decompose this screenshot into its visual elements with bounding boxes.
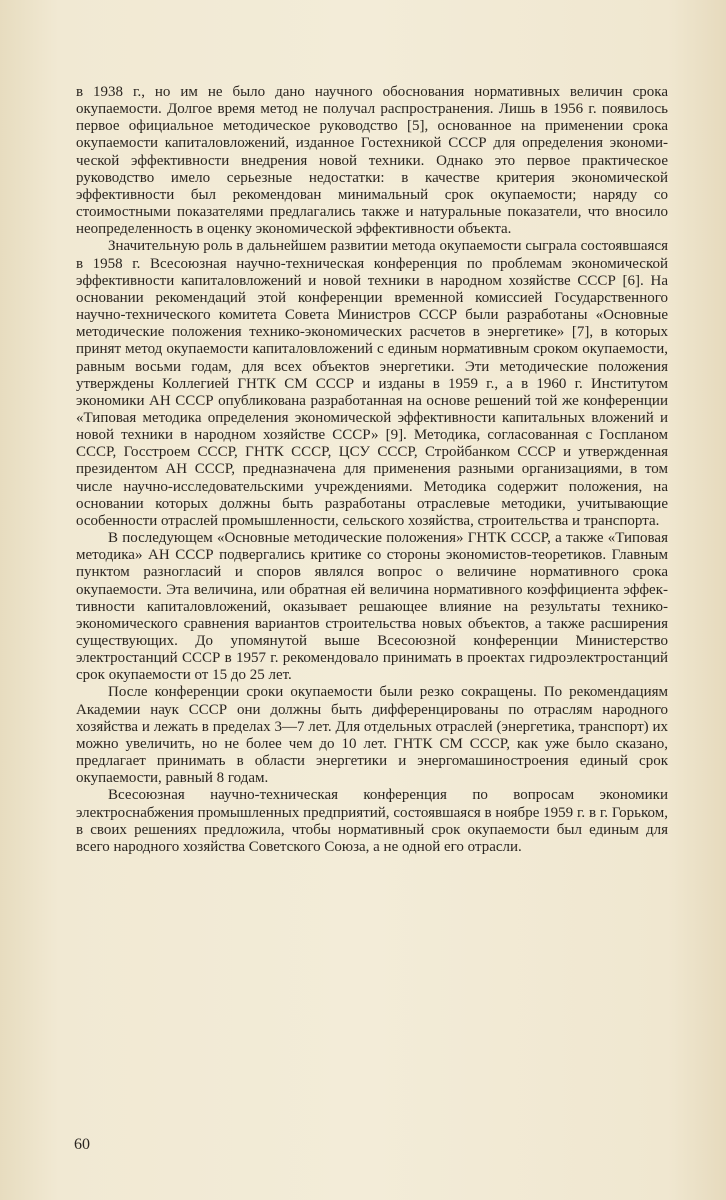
page-number: 60 — [74, 1136, 90, 1153]
paragraph-2: Значительную роль в дальнейшем развитии метода окупаемости сыграла состоявшаяся в 1958 г. Всесоюзная научно-техническая конференция по проблемам экономической эффективности капиталовложений и новой техники в народном хозяйстве СССР [6]. На основании рекомендаций этой конференции временной комиссией Государственного научно-технического комитета Совета Министров СССР были разработаны «Основные методические положения технико-экономических расчетов в энергетике» [7], в которых принят метод окупаемости капиталовложений с единым нормативным сроком окупаемости, равным восьми годам, для всех объектов энергетики. Эти методические положения утверждены Коллегией ГНТК СМ СССР и изданы в 1959 г., а в 1960 г. Институтом экономики АН СССР опубликована разработанная на основе решений той же конференции «Типовая методика определения экономической эффективности капитальных вложений и новой техники в народном хозяйстве СССР» [9]. Методика, согласованная с Госпланом СССР, Госстроем СССР, ГНТК СССР, ЦСУ СССР, Стройбанком СССР и утвержденная президентом АН СССР, предназначена для применения разными организациями, в том числе научно-исследовательскими учреждениями. Методика содержит положения, на основании которых должны быть разработаны отраслевые методики, учитывающие особенности отраслей промышленности, сельского хозяйства, строительства и транспорта. — [76, 238, 668, 529]
paragraph-5: Всесоюзная научно-техническая конференция по вопросам экономики электроснабжения промышленных предприятий, состоявшаяся в ноябре 1959 г. в г. Горьком, в своих решениях предложила, чтобы нормативный срок окупаемости был единым для всего народного хозяйства Советского Союза, а не одной его отрасли. — [76, 787, 668, 855]
body-text — [76, 84, 668, 856]
paragraph-1: в 1938 г., но им не было дано научного обоснования нормативных величин срока окупаемости. Долгое время метод не получал распространения. Лишь в 1956 г. появилось первое официальное методическое руководство [5], основанное на применении срока окупаемости капиталовложений, изданное Гостехникой СССР для определения экономической эффективности внедрения новой техники. Однако это первое практическое руководство имело серьезные недостатки: в качестве критерия экономической эффективности был рекомендован минимальный срок окупаемости; наряду со стоимостными показателями предлагались также и натуральные показатели, что вносило неопределенность в оценку экономической эффективности объекта. — [76, 84, 668, 238]
paragraph-3: В последующем «Основные методические положения» ГНТК СССР, а также «Типовая методика» АН СССР подвергались критике со стороны экономистов-теоретиков. Главным пунктом разногласий и споров являлся вопрос о величине нормативного срока окупаемости. Эта величина, или обратная ей величина нормативного коэффициента эффективности капиталовложений, оказывает решающее влияние на результаты технико-экономического сравнения вариантов строительства новых объектов, а также расширения существующих. До упомянутой выше Всесоюзной конференции Министерство электростанций СССР в 1957 г. рекомендовало принимать в проектах гидроэлектростанций срок окупаемости от 15 до 25 лет. — [76, 530, 668, 684]
paragraph-4: После конференции сроки окупаемости были резко сокращены. По рекомендациям Академии наук СССР они должны быть дифференцированы по отраслям народного хозяйства и лежать в пределах 3—7 лет. Для отдельных отраслей (энергетика, транспорт) их можно увеличить, но не более чем до 10 лет. ГНТК СМ СССР, как уже было сказано, предлагает принимать в области энергетики и энергомашиностроения единый срок окупаемости, равный 8 годам. — [76, 684, 668, 787]
